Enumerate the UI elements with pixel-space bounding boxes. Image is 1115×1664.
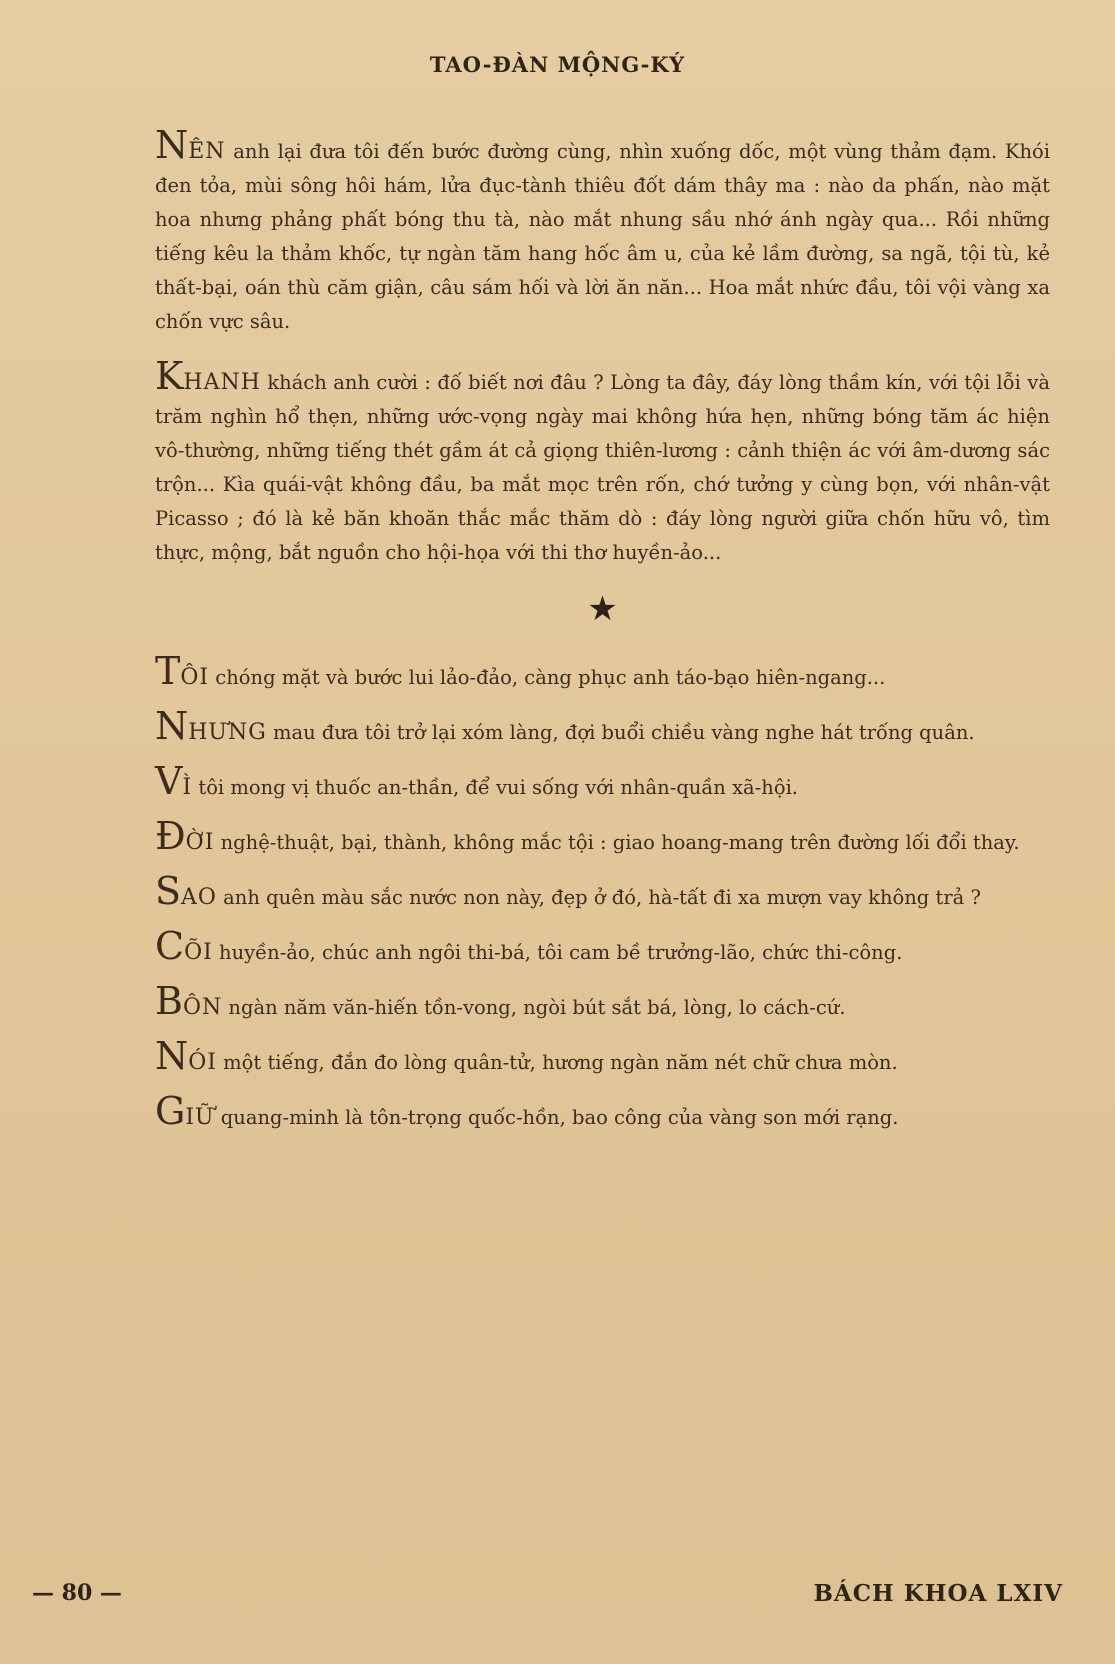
verse-text: huyền-ảo, chúc anh ngôi thi-bá, tôi cam bề trưởng-lão, chức thi-công. (212, 941, 903, 964)
drop-cap: K (155, 354, 184, 398)
paragraph-text: khách anh cười : đố biết nơi đâu ? Lòng ta đây, đáy lòng thầm kín, với tội lỗi và trăm nghìn hổ thẹn, những ước-vọng ngày mai không hứa hẹn, những bóng tăm ác hiện vô-thường, những tiếng thét gầm át cả giọng thiên-lương : cảnh thiện ác với âm-dương sác trộn... Kìa quái-vật không đầu, ba mắt mọc trên rốn, chớ tưởng y cùng bọn, với nhân-vật Picasso ; đó là kẻ băn khoăn thắc mắc thăm dò : đáy lòng người giữa chốn hữu vô, tìm thực, mộng, bắt nguồn cho hội-họa với thi thơ huyền-ảo... (155, 371, 1050, 564)
verse-9 (155, 1089, 1050, 1135)
verse-7 (155, 979, 1050, 1025)
verse-text: anh quên màu sắc nước non này, đẹp ở đó, hà-tất đi xa mượn vay không trả ? (216, 886, 981, 909)
verse-text: tôi mong vị thuốc an-thần, để vui sống với nhân-quần xã-hội. (192, 776, 799, 799)
lead-word-rest: AO (181, 885, 217, 910)
lead-word-rest: ỜI (185, 830, 215, 855)
verse-1 (155, 649, 1050, 695)
lead-word-rest: ÊN (188, 139, 226, 164)
verse-2 (155, 704, 1050, 750)
verse-text: quang-minh là tôn-trọng quốc-hồn, bao công của vàng son mới rạng. (214, 1106, 899, 1129)
lead-word-rest: HANH (183, 370, 261, 395)
lead-word-rest: IỮ (185, 1105, 215, 1130)
running-head: TAO-ĐÀN MỘNG-KÝ (429, 52, 686, 77)
drop-cap: V (155, 759, 183, 803)
verse-3 (155, 759, 1050, 805)
drop-cap: T (155, 649, 181, 693)
verse-text: nghệ-thuật, bại, thành, không mắc tội : giao hoang-mang trên đường lối đổi thay. (214, 831, 1020, 854)
verse-text: một tiếng, đắn đo lòng quân-tử, hương ngàn năm nét chữ chưa mòn. (216, 1051, 898, 1074)
verse-8 (155, 1034, 1050, 1080)
page-footer (0, 1580, 1115, 1620)
lead-word-rest: ÕI (184, 940, 213, 965)
drop-cap: N (155, 123, 189, 167)
star-ornament-icon: ★ (587, 589, 618, 629)
drop-cap: B (155, 979, 183, 1023)
article-body (155, 123, 1050, 1151)
verse-5 (155, 869, 1050, 915)
lead-word-rest: ÔN (182, 995, 223, 1020)
verse-text: mau đưa tôi trở lại xóm làng, đợi buổi chiều vàng nghe hát trống quân. (266, 721, 975, 744)
drop-cap: N (155, 1034, 189, 1078)
lead-word-rest: ÔI (180, 665, 210, 690)
lead-word-rest: ÓI (188, 1050, 217, 1075)
paragraph-1 (155, 123, 1050, 339)
drop-cap: C (155, 924, 185, 968)
lead-word-rest: HƯNG (188, 720, 267, 745)
verse-6 (155, 924, 1050, 970)
drop-cap: Đ (155, 814, 186, 858)
verse-text: chóng mặt và bước lui lảo-đảo, càng phục anh táo-bạo hiên-ngang... (209, 666, 886, 689)
drop-cap: N (155, 704, 189, 748)
paragraph-2 (155, 354, 1050, 570)
drop-cap: S (155, 869, 182, 913)
page-number: — 80 — (32, 1580, 122, 1606)
verse-4 (155, 814, 1050, 860)
lead-word-rest: Ì (182, 775, 193, 800)
drop-cap: G (155, 1089, 186, 1133)
paragraph-text: anh lại đưa tôi đến bước đường cùng, nhìn xuống dốc, một vùng thảm đạm. Khói đen tỏa, mùi sông hôi hám, lửa đục-tành thiêu đốt dám thây ma : nào da phấn, nào mặt hoa nhưng phảng phất bóng thu tà, nào mắt nhung sầu nhớ ánh ngày qua... Rồi những tiếng kêu la thảm khốc, tự ngàn tăm hang hốc âm u, của kẻ lầm đường, sa ngã, tội tù, kẻ thất-bại, oán thù căm giận, câu sám hối và lời ăn năn... Hoa mắt nhức đầu, tôi vội vàng xa chốn vực sâu. (155, 140, 1050, 333)
magazine-name: BÁCH KHOA LXIV (813, 1580, 1063, 1607)
verse-text: ngàn năm văn-hiến tồn-vong, ngòi bút sắt bá, lòng, lo cách-cứ. (222, 996, 846, 1019)
